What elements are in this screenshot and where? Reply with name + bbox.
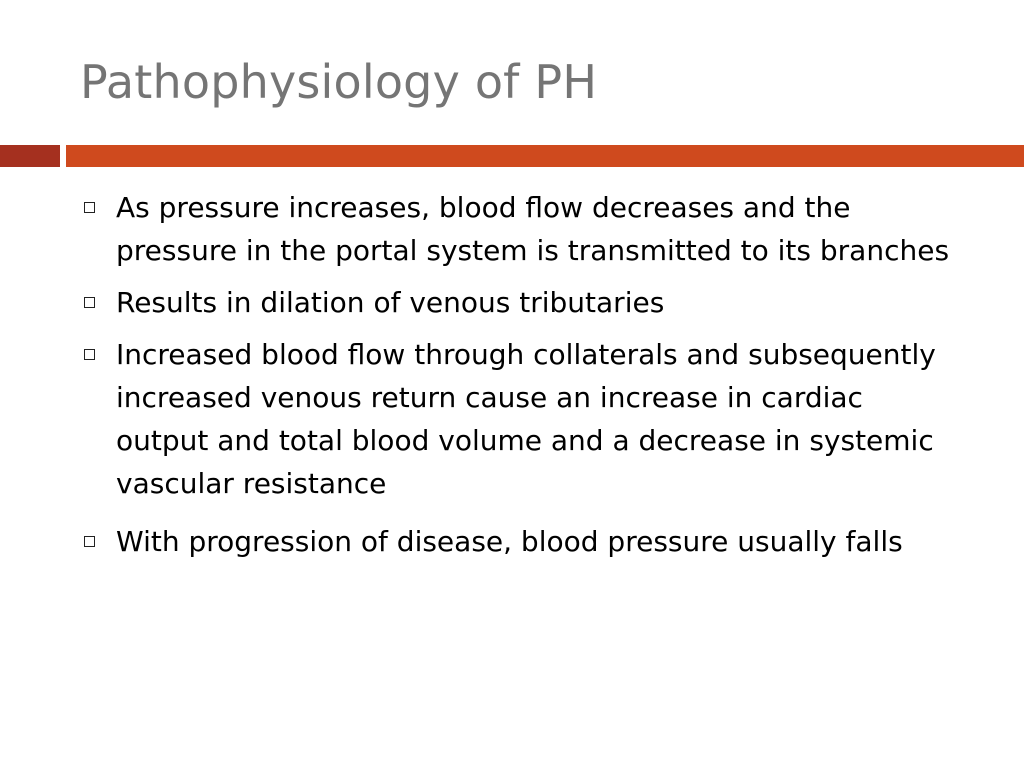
- slide-title: Pathophysiology of PH: [80, 55, 598, 109]
- bullet-item: [80, 520, 960, 563]
- bullet-text: Results in dilation of venous tributaries: [116, 286, 665, 319]
- bullet-text: With progression of disease, blood pressure usually falls: [116, 525, 903, 558]
- hollow-square-icon: [84, 536, 95, 547]
- bullet-item: [80, 186, 960, 272]
- title-rule-accent: [66, 145, 1024, 167]
- hollow-square-icon: [84, 349, 95, 360]
- hollow-square-icon: [84, 297, 95, 308]
- title-rule-accent-dark: [0, 145, 60, 167]
- bullet-item: [80, 333, 960, 505]
- bullet-list: [80, 186, 960, 563]
- bullet-text: Increased blood flow through collaterals and subsequently increased venous return cause an increase in cardiac output and total blood volume and a decrease in systemic vascular resistance: [116, 338, 936, 500]
- bullet-text: As pressure increases, blood flow decreases and the pressure in the portal system is transmitted to its branches: [116, 191, 950, 267]
- hollow-square-icon: [84, 202, 95, 213]
- bullet-item: [80, 281, 960, 324]
